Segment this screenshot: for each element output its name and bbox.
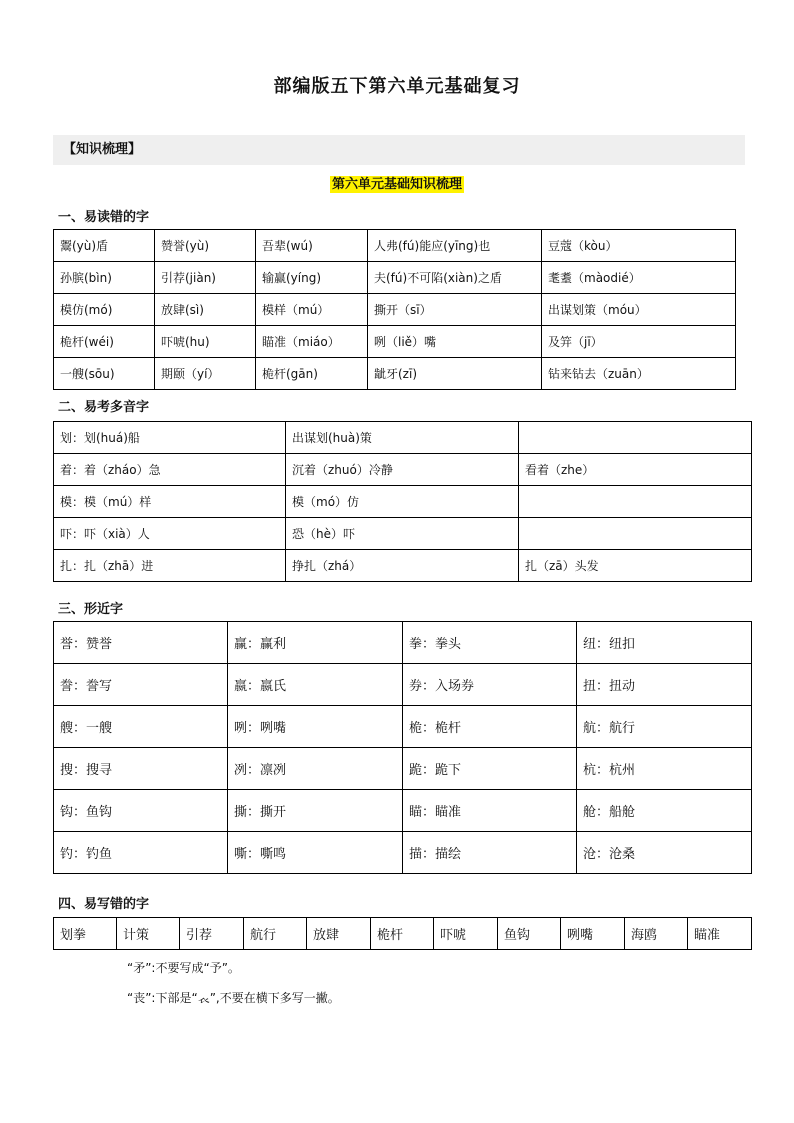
table-cell: 挣扎（zhá） [286,550,519,582]
table-row [54,486,752,518]
table-cell: 吾辈(wú) [256,230,368,262]
table-cell: 吓唬(hu) [155,326,256,358]
note-sang: “丧”:下部是“𧘇”,不要在横下多写一撇。 [127,991,340,1005]
table-row [54,550,752,582]
easy-write-row [54,918,752,950]
section-heading-similar: 三、形近字 [58,602,124,617]
polyphone-table [53,421,752,582]
table-cell: 誊：誊写 [54,664,228,706]
table-row [54,358,736,390]
table-cell: 嘶：嘶鸣 [228,832,403,874]
section-heading-polyphones: 二、易考多音字 [58,400,150,415]
table-cell: 桅杆 [371,918,434,950]
table-row [54,326,736,358]
table-cell: 看着（zhe） [519,454,752,486]
table-row [54,294,736,326]
table-cell: 划拳 [54,918,117,950]
table-cell: 鬻(yù)盾 [54,230,155,262]
section-heading-easy-write: 四、易写错的字 [58,897,150,912]
table-cell: 桅：桅杆 [403,706,577,748]
table-cell: 券：入场券 [403,664,577,706]
table-cell: 期颐（yí） [155,358,256,390]
table-cell: 撕：撕开 [228,790,403,832]
table-cell: 冽：凛冽 [228,748,403,790]
table-row [54,790,752,832]
table-cell: 纽：纽扣 [577,622,752,664]
table-cell: 引荐 [180,918,244,950]
table-row [54,230,736,262]
table-cell: 钻来钻去（zuān） [542,358,736,390]
page-title: 部编版五下第六单元基础复习 [273,76,521,97]
table-cell: 航行 [244,918,307,950]
table-cell: 模（mó）仿 [286,486,519,518]
table-cell [519,422,752,454]
table-cell: 瞄准（miáo） [256,326,368,358]
table-row [54,706,752,748]
table-cell: 扎：扎（zhā）进 [54,550,286,582]
table-cell: 模仿(mó) [54,294,155,326]
table-cell: 沉着（zhuó）冷静 [286,454,519,486]
similar-chars-table [53,621,752,874]
table-cell: 划：划(huá)船 [54,422,286,454]
table-cell: 钩：鱼钩 [54,790,228,832]
table-cell: 计策 [117,918,180,950]
table-cell: 孙膑(bìn) [54,262,155,294]
subtitle [0,173,794,192]
table-cell: 模：模（mú）样 [54,486,286,518]
table-cell: 扭：扭动 [577,664,752,706]
easy-read-table [53,229,736,390]
table-cell: 耄耋（màodié） [542,262,736,294]
section-heading-easy-read: 一、易读错的字 [58,210,150,225]
table-cell: 赢：赢利 [228,622,403,664]
section-banner: 【知识梳理】 [53,135,745,165]
table-cell: 鱼钩 [498,918,561,950]
table-cell: 拳：拳头 [403,622,577,664]
table-cell: 人弗(fú)能应(yīng)也 [368,230,542,262]
table-cell [519,518,752,550]
table-cell: 撕开（sī） [368,294,542,326]
easy-write-table [53,917,752,950]
table-cell: 誉：赞誉 [54,622,228,664]
table-cell: 赞誉(yù) [155,230,256,262]
table-cell: 瞄：瞄准 [403,790,577,832]
table-cell: 吓唬 [434,918,498,950]
table-row [54,622,752,664]
table-cell: 描：描绘 [403,832,577,874]
table-row [54,454,752,486]
table-cell: 引荐(jiàn) [155,262,256,294]
table-cell: 艘：一艘 [54,706,228,748]
table-cell: 海鸥 [625,918,688,950]
table-cell: 及笄（jī） [542,326,736,358]
table-row [54,664,752,706]
table-cell: 着：着（zháo）急 [54,454,286,486]
table-cell: 咧嘴 [561,918,625,950]
table-cell: 豆蔻（kòu） [542,230,736,262]
table-cell: 嬴：嬴氏 [228,664,403,706]
table-cell: 放肆(sì) [155,294,256,326]
table-cell: 龇牙(zī) [368,358,542,390]
table-row [54,518,752,550]
table-cell: 咧：咧嘴 [228,706,403,748]
table-cell: 航：航行 [577,706,752,748]
table-cell: 桅杆(gān) [256,358,368,390]
table-cell: 出谋划策（móu） [542,294,736,326]
table-cell: 搜：搜寻 [54,748,228,790]
table-cell: 杭：杭州 [577,748,752,790]
table-cell: 放肆 [307,918,371,950]
table-row [54,832,752,874]
table-cell: 恐（hè）吓 [286,518,519,550]
table-row [54,422,752,454]
subtitle-highlight: 第六单元基础知识梳理 [331,177,462,192]
table-cell: 一艘(sōu) [54,358,155,390]
table-cell: 跪：跪下 [403,748,577,790]
note-mao: “矛”:不要写成“予”。 [127,961,240,975]
table-cell: 咧（liě）嘴 [368,326,542,358]
table-cell: 吓：吓（xià）人 [54,518,286,550]
table-row [54,262,736,294]
table-cell: 模样（mú） [256,294,368,326]
table-cell: 夫(fú)不可陷(xiàn)之盾 [368,262,542,294]
table-cell [519,486,752,518]
table-cell: 瞄准 [688,918,752,950]
table-cell: 出谋划(huà)策 [286,422,519,454]
table-cell: 扎（zā）头发 [519,550,752,582]
table-cell: 沧：沧桑 [577,832,752,874]
table-cell: 钓：钓鱼 [54,832,228,874]
table-cell: 舱：船舱 [577,790,752,832]
table-cell: 桅杆(wéi) [54,326,155,358]
table-cell: 输赢(yíng) [256,262,368,294]
table-row [54,748,752,790]
